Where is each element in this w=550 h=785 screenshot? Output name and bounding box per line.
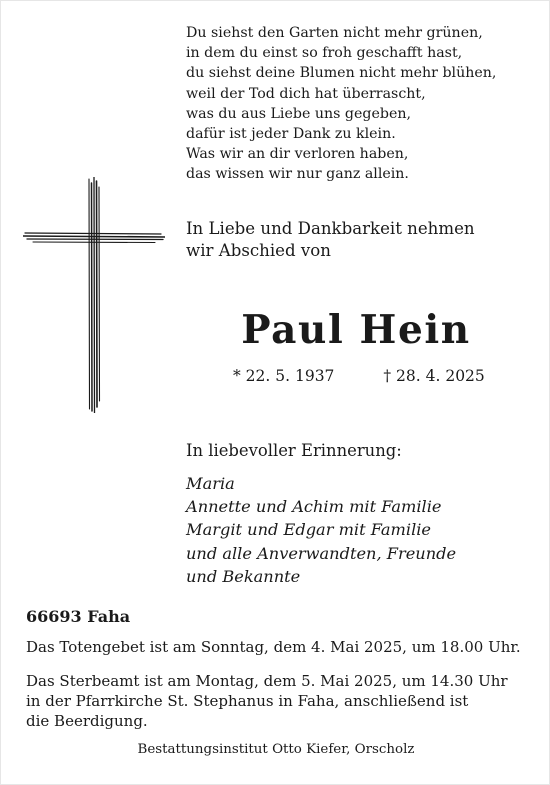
poem-line: du siehst deine Blumen nicht mehr blühen, — [186, 65, 497, 82]
requiem-notice — [26, 671, 508, 731]
poem-line: was du aus Liebe uns gegeben, — [186, 105, 411, 122]
mourner-line: Maria — [186, 474, 235, 493]
poem-line: in dem du einst so froh geschafft hast, — [186, 45, 463, 62]
farewell-intro — [186, 218, 475, 262]
poem-line: Was wir an dir verloren haben, — [186, 146, 409, 163]
intro-line: wir Abschied von — [186, 241, 331, 260]
birth-date: * 22. 5. 1937 — [233, 367, 335, 385]
funeral-home: Bestattungsinstitut Otto Kiefer, Orscholz — [137, 742, 415, 757]
memory-heading: In liebevoller Erinnerung: — [186, 441, 402, 460]
prayer-notice: Das Totengebet ist am Sonntag, dem 4. Mai 2025, um 18.00 Uhr. — [26, 638, 521, 656]
requiem-line: die Beerdigung. — [26, 712, 148, 730]
poem-line: dafür ist jeder Dank zu klein. — [186, 126, 396, 143]
mourner-line: und alle Anverwandten, Freunde — [186, 543, 457, 563]
requiem-line: in der Pfarrkirche St. Stephanus in Faha, anschließend ist — [26, 692, 469, 710]
cross-icon — [23, 177, 165, 413]
deceased-name: Paul Hein — [241, 307, 471, 353]
mourner-line: und Bekannte — [186, 566, 301, 586]
poem-line: weil der Tod dich hat überrascht, — [186, 85, 426, 102]
place-heading: 66693 Faha — [26, 607, 131, 626]
death-date: † 28. 4. 2025 — [383, 367, 485, 385]
requiem-line: Das Sterbeamt ist am Montag, dem 5. Mai 2025, um 14.30 Uhr — [26, 672, 508, 690]
life-dates — [233, 367, 485, 385]
poem-line: das wissen wir nur ganz allein. — [186, 166, 409, 183]
mourner-line: Margit und Edgar mit Familie — [186, 520, 432, 540]
intro-line: In Liebe und Dankbarkeit nehmen — [186, 219, 475, 238]
poem-line: Du siehst den Garten nicht mehr grünen, — [186, 25, 483, 41]
mourner-line: Annette und Achim mit Familie — [186, 497, 442, 517]
mourners-list — [186, 472, 456, 588]
poem — [186, 23, 496, 185]
